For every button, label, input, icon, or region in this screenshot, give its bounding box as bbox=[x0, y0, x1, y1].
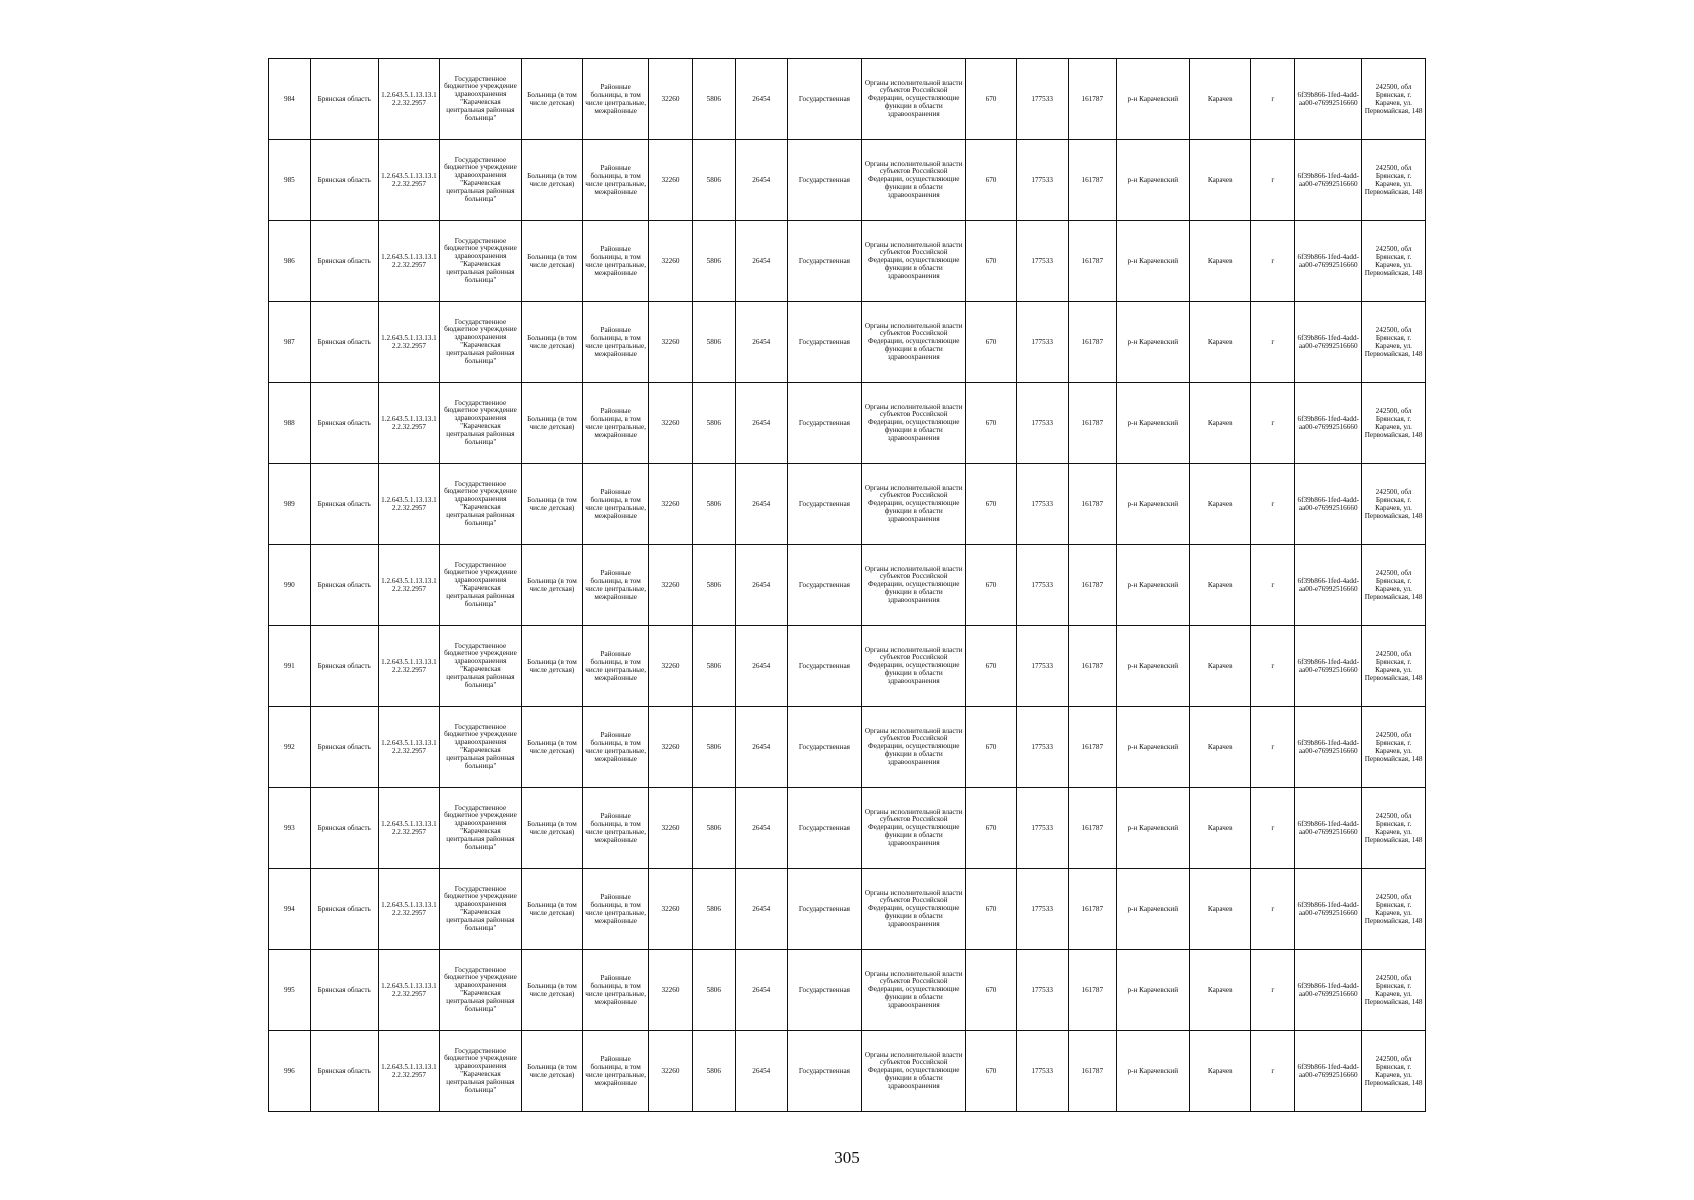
district-cell: р-н Карачевский bbox=[1116, 545, 1189, 626]
region-cell: Брянская область bbox=[310, 707, 378, 788]
value-cell-4: 670 bbox=[966, 140, 1016, 221]
value-cell-6: 161787 bbox=[1068, 950, 1116, 1031]
guid-cell: 6f39b866-1fed-4add-aa00-e76992516660 bbox=[1295, 140, 1362, 221]
facility-subtype-cell: Районные больницы, в том числе центральные, межрайонные bbox=[583, 59, 649, 140]
ownership-cell: Государственная bbox=[787, 950, 861, 1031]
facility-type-cell: Больница (в том числе детская) bbox=[521, 221, 583, 302]
table-row bbox=[269, 59, 1426, 140]
value-cell-1: 32260 bbox=[649, 464, 693, 545]
oid-code-cell: 1.2.643.5.1.13.13.12.2.32.2957 bbox=[378, 464, 440, 545]
value-cell-4: 670 bbox=[966, 383, 1016, 464]
value-cell-4: 670 bbox=[966, 788, 1016, 869]
oid-code-cell: 1.2.643.5.1.13.13.12.2.32.2957 bbox=[378, 140, 440, 221]
row-number-cell: 993 bbox=[269, 788, 311, 869]
value-cell-5: 177533 bbox=[1016, 302, 1068, 383]
facility-type-cell: Больница (в том числе детская) bbox=[521, 59, 583, 140]
oid-code-cell: 1.2.643.5.1.13.13.12.2.32.2957 bbox=[378, 707, 440, 788]
value-cell-2: 5806 bbox=[692, 869, 735, 950]
oid-code-cell: 1.2.643.5.1.13.13.12.2.32.2957 bbox=[378, 59, 440, 140]
district-cell: р-н Карачевский bbox=[1116, 140, 1189, 221]
address-cell: 242500, обл Брянская, г. Карачев, ул. Первомайская, 148 bbox=[1362, 950, 1426, 1031]
value-cell-3: 26454 bbox=[735, 1031, 787, 1112]
table-row bbox=[269, 302, 1426, 383]
facility-subtype-cell: Районные больницы, в том числе центральные, межрайонные bbox=[583, 869, 649, 950]
guid-cell: 6f39b866-1fed-4add-aa00-e76992516660 bbox=[1295, 383, 1362, 464]
value-cell-3: 26454 bbox=[735, 464, 787, 545]
value-cell-3: 26454 bbox=[735, 788, 787, 869]
facility-type-cell: Больница (в том числе детская) bbox=[521, 464, 583, 545]
value-cell-5: 177533 bbox=[1016, 464, 1068, 545]
value-cell-5: 177533 bbox=[1016, 707, 1068, 788]
value-cell-3: 26454 bbox=[735, 869, 787, 950]
authority-cell: Органы исполнительной власти субъектов Российской Федерации, осуществляющие функции в области здравоохранения bbox=[862, 221, 966, 302]
oid-code-cell: 1.2.643.5.1.13.13.12.2.32.2957 bbox=[378, 302, 440, 383]
value-cell-5: 177533 bbox=[1016, 626, 1068, 707]
row-number-cell: 996 bbox=[269, 1031, 311, 1112]
value-cell-2: 5806 bbox=[692, 788, 735, 869]
row-number-cell: 988 bbox=[269, 383, 311, 464]
region-cell: Брянская область bbox=[310, 1031, 378, 1112]
city-cell: Карачев bbox=[1189, 140, 1251, 221]
facility-type-cell: Больница (в том числе детская) bbox=[521, 383, 583, 464]
authority-cell: Органы исполнительной власти субъектов Российской Федерации, осуществляющие функции в области здравоохранения bbox=[862, 140, 966, 221]
institution-name-cell: Государственное бюджетное учреждение здравоохранения "Карачевская центральная районная больница" bbox=[440, 869, 521, 950]
value-cell-1: 32260 bbox=[649, 545, 693, 626]
address-cell: 242500, обл Брянская, г. Карачев, ул. Первомайская, 148 bbox=[1362, 383, 1426, 464]
authority-cell: Органы исполнительной власти субъектов Российской Федерации, осуществляющие функции в области здравоохранения bbox=[862, 626, 966, 707]
city-cell: Карачев bbox=[1189, 1031, 1251, 1112]
district-cell: р-н Карачевский bbox=[1116, 59, 1189, 140]
facility-type-cell: Больница (в том числе детская) bbox=[521, 626, 583, 707]
city-cell: Карачев bbox=[1189, 221, 1251, 302]
address-cell: 242500, обл Брянская, г. Карачев, ул. Первомайская, 148 bbox=[1362, 707, 1426, 788]
value-cell-2: 5806 bbox=[692, 545, 735, 626]
guid-cell: 6f39b866-1fed-4add-aa00-e76992516660 bbox=[1295, 788, 1362, 869]
ownership-cell: Государственная bbox=[787, 59, 861, 140]
value-cell-2: 5806 bbox=[692, 707, 735, 788]
value-cell-1: 32260 bbox=[649, 626, 693, 707]
value-cell-2: 5806 bbox=[692, 140, 735, 221]
ownership-cell: Государственная bbox=[787, 383, 861, 464]
value-cell-1: 32260 bbox=[649, 383, 693, 464]
value-cell-4: 670 bbox=[966, 545, 1016, 626]
address-cell: 242500, обл Брянская, г. Карачев, ул. Первомайская, 148 bbox=[1362, 302, 1426, 383]
table-row bbox=[269, 788, 1426, 869]
city-type-cell: г bbox=[1251, 869, 1295, 950]
institution-name-cell: Государственное бюджетное учреждение здравоохранения "Карачевская центральная районная больница" bbox=[440, 788, 521, 869]
value-cell-3: 26454 bbox=[735, 950, 787, 1031]
facility-type-cell: Больница (в том числе детская) bbox=[521, 707, 583, 788]
district-cell: р-н Карачевский bbox=[1116, 788, 1189, 869]
value-cell-4: 670 bbox=[966, 626, 1016, 707]
district-cell: р-н Карачевский bbox=[1116, 869, 1189, 950]
region-cell: Брянская область bbox=[310, 221, 378, 302]
region-cell: Брянская область bbox=[310, 950, 378, 1031]
value-cell-6: 161787 bbox=[1068, 869, 1116, 950]
oid-code-cell: 1.2.643.5.1.13.13.12.2.32.2957 bbox=[378, 1031, 440, 1112]
ownership-cell: Государственная bbox=[787, 140, 861, 221]
ownership-cell: Государственная bbox=[787, 302, 861, 383]
city-type-cell: г bbox=[1251, 464, 1295, 545]
value-cell-4: 670 bbox=[966, 869, 1016, 950]
authority-cell: Органы исполнительной власти субъектов Российской Федерации, осуществляющие функции в области здравоохранения bbox=[862, 302, 966, 383]
authority-cell: Органы исполнительной власти субъектов Российской Федерации, осуществляющие функции в области здравоохранения bbox=[862, 545, 966, 626]
value-cell-6: 161787 bbox=[1068, 788, 1116, 869]
row-number-cell: 986 bbox=[269, 221, 311, 302]
address-cell: 242500, обл Брянская, г. Карачев, ул. Первомайская, 148 bbox=[1362, 626, 1426, 707]
value-cell-3: 26454 bbox=[735, 383, 787, 464]
institution-name-cell: Государственное бюджетное учреждение здравоохранения "Карачевская центральная районная больница" bbox=[440, 545, 521, 626]
institution-name-cell: Государственное бюджетное учреждение здравоохранения "Карачевская центральная районная больница" bbox=[440, 221, 521, 302]
city-cell: Карачев bbox=[1189, 788, 1251, 869]
registry-body bbox=[269, 59, 1426, 1112]
row-number-cell: 989 bbox=[269, 464, 311, 545]
value-cell-1: 32260 bbox=[649, 59, 693, 140]
page-number: 305 bbox=[834, 1148, 860, 1167]
facility-type-cell: Больница (в том числе детская) bbox=[521, 1031, 583, 1112]
row-number-cell: 984 bbox=[269, 59, 311, 140]
value-cell-6: 161787 bbox=[1068, 1031, 1116, 1112]
institution-name-cell: Государственное бюджетное учреждение здравоохранения "Карачевская центральная районная больница" bbox=[440, 626, 521, 707]
row-number-cell: 990 bbox=[269, 545, 311, 626]
address-cell: 242500, обл Брянская, г. Карачев, ул. Первомайская, 148 bbox=[1362, 788, 1426, 869]
ownership-cell: Государственная bbox=[787, 464, 861, 545]
value-cell-3: 26454 bbox=[735, 707, 787, 788]
city-type-cell: г bbox=[1251, 788, 1295, 869]
guid-cell: 6f39b866-1fed-4add-aa00-e76992516660 bbox=[1295, 464, 1362, 545]
region-cell: Брянская область bbox=[310, 383, 378, 464]
oid-code-cell: 1.2.643.5.1.13.13.12.2.32.2957 bbox=[378, 950, 440, 1031]
region-cell: Брянская область bbox=[310, 464, 378, 545]
value-cell-4: 670 bbox=[966, 707, 1016, 788]
guid-cell: 6f39b866-1fed-4add-aa00-e76992516660 bbox=[1295, 545, 1362, 626]
ownership-cell: Государственная bbox=[787, 788, 861, 869]
region-cell: Брянская область bbox=[310, 140, 378, 221]
guid-cell: 6f39b866-1fed-4add-aa00-e76992516660 bbox=[1295, 869, 1362, 950]
value-cell-5: 177533 bbox=[1016, 221, 1068, 302]
city-cell: Карачев bbox=[1189, 302, 1251, 383]
table-row bbox=[269, 1031, 1426, 1112]
district-cell: р-н Карачевский bbox=[1116, 626, 1189, 707]
city-cell: Карачев bbox=[1189, 707, 1251, 788]
facility-subtype-cell: Районные больницы, в том числе центральные, межрайонные bbox=[583, 1031, 649, 1112]
authority-cell: Органы исполнительной власти субъектов Российской Федерации, осуществляющие функции в области здравоохранения bbox=[862, 464, 966, 545]
address-cell: 242500, обл Брянская, г. Карачев, ул. Первомайская, 148 bbox=[1362, 221, 1426, 302]
facility-type-cell: Больница (в том числе детская) bbox=[521, 545, 583, 626]
facility-subtype-cell: Районные больницы, в том числе центральные, межрайонные bbox=[583, 545, 649, 626]
value-cell-3: 26454 bbox=[735, 140, 787, 221]
value-cell-1: 32260 bbox=[649, 869, 693, 950]
value-cell-4: 670 bbox=[966, 1031, 1016, 1112]
district-cell: р-н Карачевский bbox=[1116, 1031, 1189, 1112]
value-cell-1: 32260 bbox=[649, 302, 693, 383]
city-type-cell: г bbox=[1251, 950, 1295, 1031]
value-cell-1: 32260 bbox=[649, 140, 693, 221]
guid-cell: 6f39b866-1fed-4add-aa00-e76992516660 bbox=[1295, 221, 1362, 302]
facility-subtype-cell: Районные больницы, в том числе центральные, межрайонные bbox=[583, 221, 649, 302]
ownership-cell: Государственная bbox=[787, 1031, 861, 1112]
oid-code-cell: 1.2.643.5.1.13.13.12.2.32.2957 bbox=[378, 788, 440, 869]
value-cell-1: 32260 bbox=[649, 788, 693, 869]
region-cell: Брянская область bbox=[310, 788, 378, 869]
value-cell-6: 161787 bbox=[1068, 464, 1116, 545]
value-cell-1: 32260 bbox=[649, 707, 693, 788]
ownership-cell: Государственная bbox=[787, 869, 861, 950]
ownership-cell: Государственная bbox=[787, 545, 861, 626]
city-type-cell: г bbox=[1251, 707, 1295, 788]
value-cell-5: 177533 bbox=[1016, 950, 1068, 1031]
city-type-cell: г bbox=[1251, 383, 1295, 464]
address-cell: 242500, обл Брянская, г. Карачев, ул. Первомайская, 148 bbox=[1362, 1031, 1426, 1112]
city-cell: Карачев bbox=[1189, 869, 1251, 950]
table-row bbox=[269, 707, 1426, 788]
guid-cell: 6f39b866-1fed-4add-aa00-e76992516660 bbox=[1295, 302, 1362, 383]
guid-cell: 6f39b866-1fed-4add-aa00-e76992516660 bbox=[1295, 707, 1362, 788]
value-cell-3: 26454 bbox=[735, 221, 787, 302]
city-type-cell: г bbox=[1251, 302, 1295, 383]
city-type-cell: г bbox=[1251, 545, 1295, 626]
row-number-cell: 995 bbox=[269, 950, 311, 1031]
value-cell-6: 161787 bbox=[1068, 626, 1116, 707]
value-cell-3: 26454 bbox=[735, 626, 787, 707]
city-cell: Карачев bbox=[1189, 545, 1251, 626]
city-type-cell: г bbox=[1251, 1031, 1295, 1112]
value-cell-2: 5806 bbox=[692, 626, 735, 707]
district-cell: р-н Карачевский bbox=[1116, 302, 1189, 383]
value-cell-6: 161787 bbox=[1068, 140, 1116, 221]
institution-name-cell: Государственное бюджетное учреждение здравоохранения "Карачевская центральная районная больница" bbox=[440, 383, 521, 464]
city-cell: Карачев bbox=[1189, 950, 1251, 1031]
region-cell: Брянская область bbox=[310, 59, 378, 140]
table-row bbox=[269, 221, 1426, 302]
table-row bbox=[269, 464, 1426, 545]
oid-code-cell: 1.2.643.5.1.13.13.12.2.32.2957 bbox=[378, 869, 440, 950]
row-number-cell: 985 bbox=[269, 140, 311, 221]
value-cell-2: 5806 bbox=[692, 302, 735, 383]
table-row bbox=[269, 545, 1426, 626]
institution-name-cell: Государственное бюджетное учреждение здравоохранения "Карачевская центральная районная больница" bbox=[440, 59, 521, 140]
value-cell-6: 161787 bbox=[1068, 302, 1116, 383]
address-cell: 242500, обл Брянская, г. Карачев, ул. Первомайская, 148 bbox=[1362, 140, 1426, 221]
institution-name-cell: Государственное бюджетное учреждение здравоохранения "Карачевская центральная районная больница" bbox=[440, 1031, 521, 1112]
registry-table bbox=[268, 58, 1426, 1112]
facility-subtype-cell: Районные больницы, в том числе центральные, межрайонные bbox=[583, 950, 649, 1031]
value-cell-6: 161787 bbox=[1068, 59, 1116, 140]
address-cell: 242500, обл Брянская, г. Карачев, ул. Первомайская, 148 bbox=[1362, 869, 1426, 950]
facility-type-cell: Больница (в том числе детская) bbox=[521, 869, 583, 950]
row-number-cell: 994 bbox=[269, 869, 311, 950]
city-cell: Карачев bbox=[1189, 464, 1251, 545]
value-cell-5: 177533 bbox=[1016, 788, 1068, 869]
institution-name-cell: Государственное бюджетное учреждение здравоохранения "Карачевская центральная районная больница" bbox=[440, 140, 521, 221]
facility-type-cell: Больница (в том числе детская) bbox=[521, 302, 583, 383]
value-cell-5: 177533 bbox=[1016, 383, 1068, 464]
value-cell-5: 177533 bbox=[1016, 59, 1068, 140]
value-cell-1: 32260 bbox=[649, 950, 693, 1031]
facility-subtype-cell: Районные больницы, в том числе центральные, межрайонные bbox=[583, 140, 649, 221]
value-cell-4: 670 bbox=[966, 221, 1016, 302]
value-cell-3: 26454 bbox=[735, 59, 787, 140]
value-cell-5: 177533 bbox=[1016, 869, 1068, 950]
institution-name-cell: Государственное бюджетное учреждение здравоохранения "Карачевская центральная районная больница" bbox=[440, 950, 521, 1031]
value-cell-5: 177533 bbox=[1016, 140, 1068, 221]
ownership-cell: Государственная bbox=[787, 626, 861, 707]
city-cell: Карачев bbox=[1189, 59, 1251, 140]
value-cell-6: 161787 bbox=[1068, 707, 1116, 788]
authority-cell: Органы исполнительной власти субъектов Российской Федерации, осуществляющие функции в области здравоохранения bbox=[862, 788, 966, 869]
region-cell: Брянская область bbox=[310, 545, 378, 626]
value-cell-3: 26454 bbox=[735, 302, 787, 383]
authority-cell: Органы исполнительной власти субъектов Российской Федерации, осуществляющие функции в области здравоохранения bbox=[862, 707, 966, 788]
value-cell-1: 32260 bbox=[649, 1031, 693, 1112]
value-cell-3: 26454 bbox=[735, 545, 787, 626]
value-cell-6: 161787 bbox=[1068, 383, 1116, 464]
facility-subtype-cell: Районные больницы, в том числе центральные, межрайонные bbox=[583, 302, 649, 383]
facility-subtype-cell: Районные больницы, в том числе центральные, межрайонные bbox=[583, 788, 649, 869]
value-cell-2: 5806 bbox=[692, 464, 735, 545]
district-cell: р-н Карачевский bbox=[1116, 707, 1189, 788]
oid-code-cell: 1.2.643.5.1.13.13.12.2.32.2957 bbox=[378, 221, 440, 302]
institution-name-cell: Государственное бюджетное учреждение здравоохранения "Карачевская центральная районная больница" bbox=[440, 302, 521, 383]
authority-cell: Органы исполнительной власти субъектов Российской Федерации, осуществляющие функции в области здравоохранения bbox=[862, 1031, 966, 1112]
facility-type-cell: Больница (в том числе детская) bbox=[521, 788, 583, 869]
district-cell: р-н Карачевский bbox=[1116, 950, 1189, 1031]
value-cell-2: 5806 bbox=[692, 221, 735, 302]
ownership-cell: Государственная bbox=[787, 707, 861, 788]
district-cell: р-н Карачевский bbox=[1116, 383, 1189, 464]
city-type-cell: г bbox=[1251, 221, 1295, 302]
address-cell: 242500, обл Брянская, г. Карачев, ул. Первомайская, 148 bbox=[1362, 545, 1426, 626]
district-cell: р-н Карачевский bbox=[1116, 464, 1189, 545]
facility-type-cell: Больница (в том числе детская) bbox=[521, 140, 583, 221]
facility-subtype-cell: Районные больницы, в том числе центральные, межрайонные bbox=[583, 707, 649, 788]
city-type-cell: г bbox=[1251, 59, 1295, 140]
value-cell-2: 5806 bbox=[692, 1031, 735, 1112]
guid-cell: 6f39b866-1fed-4add-aa00-e76992516660 bbox=[1295, 59, 1362, 140]
value-cell-4: 670 bbox=[966, 464, 1016, 545]
row-number-cell: 992 bbox=[269, 707, 311, 788]
facility-subtype-cell: Районные больницы, в том числе центральные, межрайонные bbox=[583, 626, 649, 707]
oid-code-cell: 1.2.643.5.1.13.13.12.2.32.2957 bbox=[378, 383, 440, 464]
value-cell-1: 32260 bbox=[649, 221, 693, 302]
value-cell-6: 161787 bbox=[1068, 545, 1116, 626]
guid-cell: 6f39b866-1fed-4add-aa00-e76992516660 bbox=[1295, 626, 1362, 707]
table-row bbox=[269, 950, 1426, 1031]
oid-code-cell: 1.2.643.5.1.13.13.12.2.32.2957 bbox=[378, 626, 440, 707]
facility-type-cell: Больница (в том числе детская) bbox=[521, 950, 583, 1031]
row-number-cell: 991 bbox=[269, 626, 311, 707]
table-row bbox=[269, 140, 1426, 221]
ownership-cell: Государственная bbox=[787, 221, 861, 302]
facility-subtype-cell: Районные больницы, в том числе центральные, межрайонные bbox=[583, 464, 649, 545]
value-cell-5: 177533 bbox=[1016, 545, 1068, 626]
value-cell-2: 5806 bbox=[692, 59, 735, 140]
region-cell: Брянская область bbox=[310, 302, 378, 383]
value-cell-4: 670 bbox=[966, 950, 1016, 1031]
city-type-cell: г bbox=[1251, 626, 1295, 707]
value-cell-4: 670 bbox=[966, 302, 1016, 383]
authority-cell: Органы исполнительной власти субъектов Российской Федерации, осуществляющие функции в области здравоохранения bbox=[862, 59, 966, 140]
value-cell-4: 670 bbox=[966, 59, 1016, 140]
oid-code-cell: 1.2.643.5.1.13.13.12.2.32.2957 bbox=[378, 545, 440, 626]
city-cell: Карачев bbox=[1189, 626, 1251, 707]
table-row bbox=[269, 869, 1426, 950]
value-cell-6: 161787 bbox=[1068, 221, 1116, 302]
value-cell-5: 177533 bbox=[1016, 1031, 1068, 1112]
authority-cell: Органы исполнительной власти субъектов Российской Федерации, осуществляющие функции в области здравоохранения bbox=[862, 869, 966, 950]
guid-cell: 6f39b866-1fed-4add-aa00-e76992516660 bbox=[1295, 950, 1362, 1031]
authority-cell: Органы исполнительной власти субъектов Российской Федерации, осуществляющие функции в области здравоохранения bbox=[862, 950, 966, 1031]
authority-cell: Органы исполнительной власти субъектов Российской Федерации, осуществляющие функции в области здравоохранения bbox=[862, 383, 966, 464]
address-cell: 242500, обл Брянская, г. Карачев, ул. Первомайская, 148 bbox=[1362, 59, 1426, 140]
table-row bbox=[269, 383, 1426, 464]
region-cell: Брянская область bbox=[310, 626, 378, 707]
institution-name-cell: Государственное бюджетное учреждение здравоохранения "Карачевская центральная районная больница" bbox=[440, 464, 521, 545]
value-cell-2: 5806 bbox=[692, 950, 735, 1031]
city-cell: Карачев bbox=[1189, 383, 1251, 464]
district-cell: р-н Карачевский bbox=[1116, 221, 1189, 302]
facility-subtype-cell: Районные больницы, в том числе центральные, межрайонные bbox=[583, 383, 649, 464]
guid-cell: 6f39b866-1fed-4add-aa00-e76992516660 bbox=[1295, 1031, 1362, 1112]
city-type-cell: г bbox=[1251, 140, 1295, 221]
institution-name-cell: Государственное бюджетное учреждение здравоохранения "Карачевская центральная районная больница" bbox=[440, 707, 521, 788]
value-cell-2: 5806 bbox=[692, 383, 735, 464]
region-cell: Брянская область bbox=[310, 869, 378, 950]
address-cell: 242500, обл Брянская, г. Карачев, ул. Первомайская, 148 bbox=[1362, 464, 1426, 545]
table-row bbox=[269, 626, 1426, 707]
row-number-cell: 987 bbox=[269, 302, 311, 383]
